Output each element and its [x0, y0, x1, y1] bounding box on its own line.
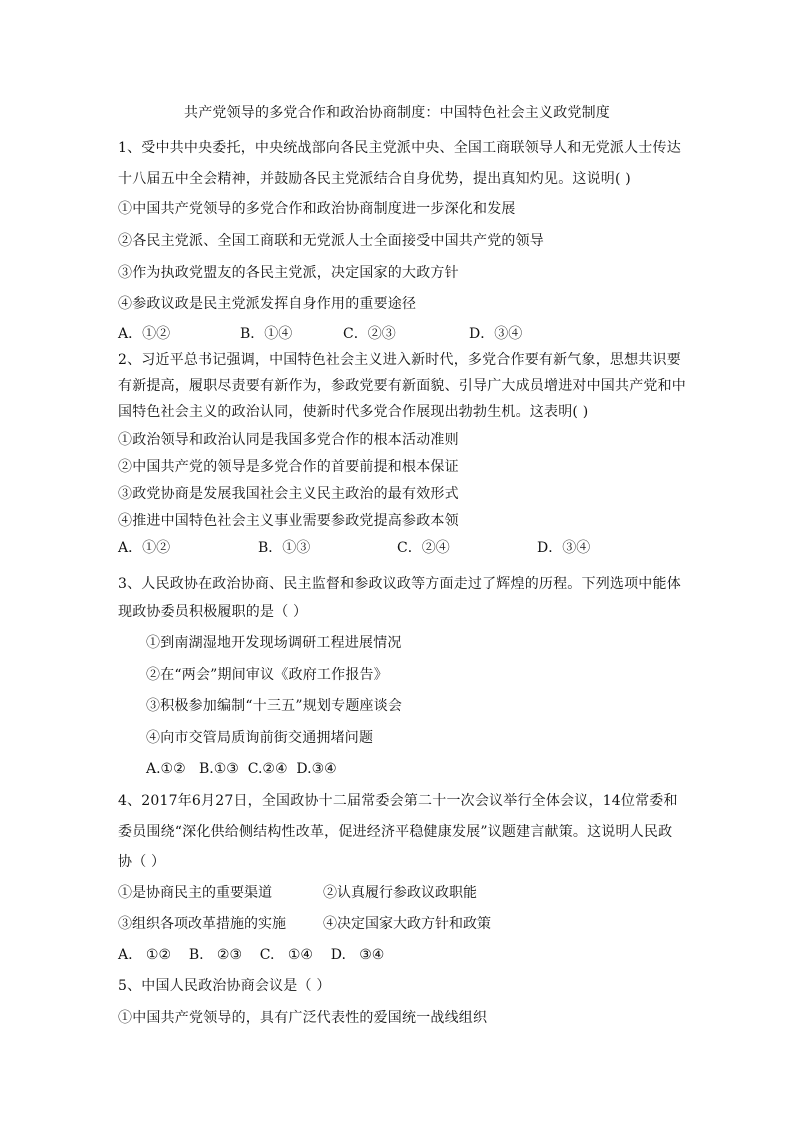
q4-options: A. ①② B. ②③ C. ①④ D. ③④: [118, 947, 385, 963]
q4-item-3: ③组织各项改革措施的实施: [118, 916, 286, 932]
q1-item-2: ②各民主党派、全国工商联和无党派人士全面接受中国共产党的领导: [118, 233, 544, 249]
q4-item-4: ④决定国家大政方针和政策: [323, 916, 491, 932]
page-title: 共产党领导的多党合作和政治协商制度：中国特色社会主义政党制度: [184, 105, 610, 121]
q1-option-c: C．②③: [343, 326, 396, 342]
q4-item-1: ①是协商民主的重要渠道: [118, 885, 272, 901]
q3-stem-line-2: 现政协委员积极履职的是（ ）: [118, 604, 308, 620]
q2-item-1: ①政治领导和政治认同是我国多党合作的根本活动准则: [118, 432, 459, 448]
q1-option-a: A．①②: [118, 326, 171, 342]
q2-stem-line-2: 有新提高，履职尽责要有新作为，参政党要有新面貌、引导广大成员增进对中国共产党和中: [118, 378, 686, 394]
q3-options: A.①② B.①③ C.②④ D.③④: [146, 761, 337, 777]
q2-option-c: C．②④: [397, 540, 450, 556]
q2-item-3: ③政党协商是发展我国社会主义民主政治的最有效形式: [118, 486, 459, 502]
q4-stem-line-1: 4、2017年6月27日，全国政协十二届常委会第二十一次会议举行全体会议，14位常委和: [118, 793, 678, 809]
q1-stem-line-2: 十八届五中全会精神，并鼓励各民主党派结合自身优势，提出真知灼见。这说明( ): [118, 171, 631, 187]
q2-item-4: ④推进中国特色社会主义事业需要参政党提高参政本领: [118, 513, 459, 529]
q4-stem-line-3: 协（ ）: [118, 854, 166, 870]
q1-stem-line-1: 1、受中共中央委托，中央统战部向各民主党派中央、全国工商联领导人和无党派人士传达: [118, 140, 681, 156]
q3-stem-line-1: 3、人民政协在政治协商、民主监督和参政议政等方面走过了辉煌的历程。下列选项中能体: [118, 576, 681, 592]
q3-item-4: ④向市交管局质询前街交通拥堵问题: [146, 730, 374, 746]
q1-item-1: ①中国共产党领导的多党合作和政治协商制度进一步深化和发展: [118, 201, 516, 217]
q3-item-1: ①到南湖湿地开发现场调研工程进展情况: [146, 635, 402, 651]
q1-option-b: B．①④: [240, 326, 293, 342]
q2-item-2: ②中国共产党的领导是多党合作的首要前提和根本保证: [118, 459, 459, 475]
q4-item-2: ②认真履行参政议政职能: [323, 885, 477, 901]
q4-stem-line-2: 委员围绕“深化供给侧结构性改革，促进经济平稳健康发展”议题建言献策。这说明人民政: [118, 824, 673, 840]
q2-stem-line-3: 国特色社会主义的政治认同，使新时代多党合作展现出勃勃生机。这表明( ): [118, 404, 589, 420]
q1-option-d: D．③④: [469, 326, 523, 342]
q3-item-2: ②在“两会”期间审议《政府工作报告》: [146, 667, 388, 683]
q3-item-3: ③积极参加编制“十三五”规划专题座谈会: [146, 698, 403, 714]
q2-stem-line-1: 2、习近平总书记强调，中国特色社会主义进入新时代，多党合作要有新气象，思想共识要: [118, 352, 681, 368]
q2-option-b: B．①③: [258, 540, 311, 556]
q1-item-3: ③作为执政党盟友的各民主党派，决定国家的大政方针: [118, 265, 459, 281]
q1-item-4: ④参政议政是民主党派发挥自身作用的重要途径: [118, 296, 417, 312]
q5-stem-line-1: 5、中国人民政治协商会议是（ ）: [118, 978, 331, 994]
q2-option-d: D．③④: [537, 540, 591, 556]
q5-item-1: ①中国共产党领导的，具有广泛代表性的爱国统一战线组织: [118, 1010, 488, 1026]
q2-option-a: A．①②: [118, 540, 171, 556]
